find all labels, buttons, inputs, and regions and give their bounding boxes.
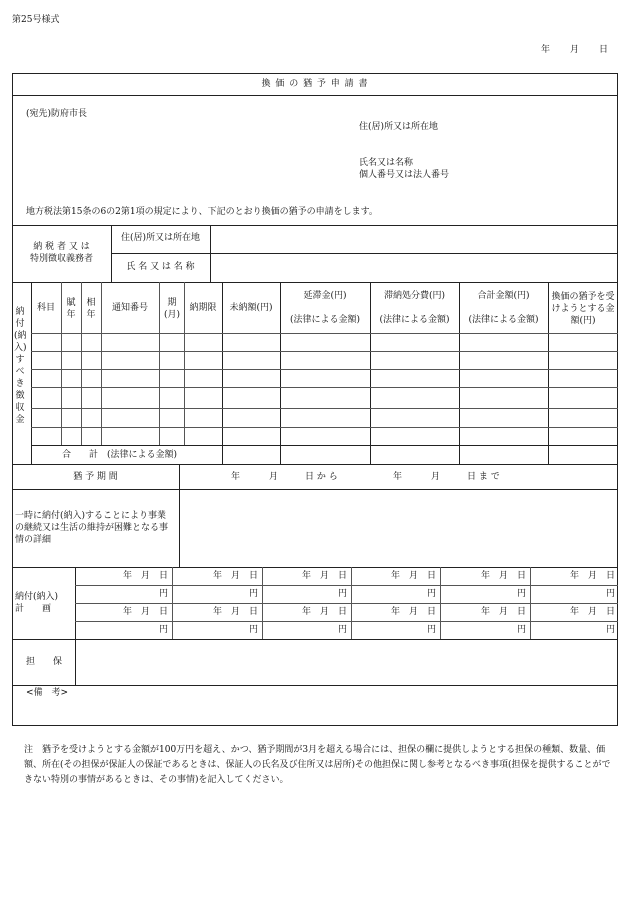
payment-plan-label-line2: 計 画 — [15, 604, 52, 614]
applicant-address-label: 住(居)所又は所在地 — [359, 122, 439, 132]
form-number: 第25号様式 — [12, 15, 60, 25]
plan-date: 年 月 日 — [480, 607, 526, 617]
plan-date: 年 月 日 — [569, 607, 615, 617]
date-day: 日 — [599, 45, 609, 55]
header-due: 納期限 — [189, 303, 217, 313]
plan-yen: 円 — [426, 625, 436, 635]
period-start-month: 月 — [269, 472, 279, 482]
header-notice-no: 通知番号 — [111, 303, 148, 313]
header-postpone-amount: 換価の猶予を受けようとする金額(円) — [551, 292, 615, 326]
period-start-year: 年 — [231, 472, 241, 482]
plan-yen: 円 — [605, 589, 615, 599]
plan-date: 年 月 日 — [212, 571, 258, 581]
addressee: (宛先)防府市長 — [26, 109, 88, 119]
header-delinquency-sub: (法律による金額) — [289, 315, 361, 325]
header-total: 合計金額(円) — [477, 291, 530, 301]
plan-date: 年 月 日 — [569, 571, 615, 581]
date-month: 月 — [570, 45, 580, 55]
plan-date: 年 月 日 — [390, 571, 436, 581]
period-end-year: 年 — [393, 472, 403, 482]
plan-yen: 円 — [605, 625, 615, 635]
payment-plan-label-line1: 納付(納入) — [15, 592, 59, 602]
period-start-day: 日 か ら — [305, 472, 338, 482]
applicant-number-label: 個人番号又は法人番号 — [359, 170, 450, 180]
plan-yen: 円 — [516, 589, 526, 599]
plan-yen: 円 — [516, 625, 526, 635]
header-unpaid: 未納額(円) — [229, 303, 273, 313]
header-year-b: 相年 — [86, 298, 96, 320]
remarks-label: <備 考> — [26, 688, 69, 698]
applicant-name-label: 氏名又は名称 — [359, 158, 414, 168]
date-year: 年 — [541, 45, 551, 55]
plan-date: 年 月 日 — [480, 571, 526, 581]
form-title: 換 価 の 猶 予 申 請 書 — [261, 79, 369, 89]
plan-date: 年 月 日 — [301, 571, 347, 581]
plan-yen: 円 — [248, 625, 258, 635]
plan-date: 年 月 日 — [122, 607, 168, 617]
collateral-label: 担 保 — [26, 657, 63, 667]
plan-date: 年 月 日 — [212, 607, 258, 617]
header-disposal-fee-sub: (法律による金額) — [379, 315, 450, 325]
header-period: 期(月) — [163, 298, 181, 320]
header-total-sub: (法律による金額) — [468, 315, 539, 325]
taxpayer-label-line1: 納 税 者 又 は — [33, 242, 90, 252]
footnote: 注 猶予を受けようとする金額が100万円を超え、かつ、猶予期間が3月を超える場合には、担保の欄に提供しようとする担保の種類、数量、価額、所在(その担保が保証人の保証であるときは、保証人の氏名及び住所又は居所)その他担保に関し参考となるべき事項(担保を提供することができない特別の事情があるときは、その事情)を記入してください。 — [24, 745, 611, 785]
header-item: 科目 — [36, 303, 55, 313]
header-year-a: 賦年 — [66, 298, 76, 320]
plan-yen: 円 — [337, 589, 347, 599]
period-end-month: 月 — [431, 472, 441, 482]
plan-date: 年 月 日 — [390, 607, 436, 617]
plan-yen: 円 — [158, 589, 168, 599]
taxpayer-name-label: 氏 名 又 は 名 称 — [126, 262, 195, 272]
plan-yen: 円 — [337, 625, 347, 635]
taxpayer-label-line2: 特別徴収義務者 — [29, 254, 93, 264]
tax-side-label: 納付(納入)すべき徴収金 — [14, 307, 27, 425]
plan-yen: 円 — [426, 589, 436, 599]
statement-text: 地方税法第15条の6の2第1項の規定により、下記のとおり換価の猶予の申請をします。 — [26, 207, 378, 217]
header-delinquency: 延滞金(円) — [303, 291, 347, 301]
taxpayer-address-label: 住(居)所又は所在地 — [120, 233, 201, 243]
header-disposal-fee: 滞納処分費(円) — [383, 291, 446, 301]
plan-yen: 円 — [158, 625, 168, 635]
total-row-label: 合 計 (法律による金額) — [62, 450, 178, 460]
postpone-period-label: 猶 予 期 間 — [73, 472, 118, 482]
hardship-label: 一時に納付(納入)することにより事業の継続又は生活の維持が困難となる事情の詳細 — [15, 511, 169, 545]
plan-yen: 円 — [248, 589, 258, 599]
plan-date: 年 月 日 — [122, 571, 168, 581]
plan-date: 年 月 日 — [301, 607, 347, 617]
period-end-day: 日 ま で — [467, 472, 500, 482]
